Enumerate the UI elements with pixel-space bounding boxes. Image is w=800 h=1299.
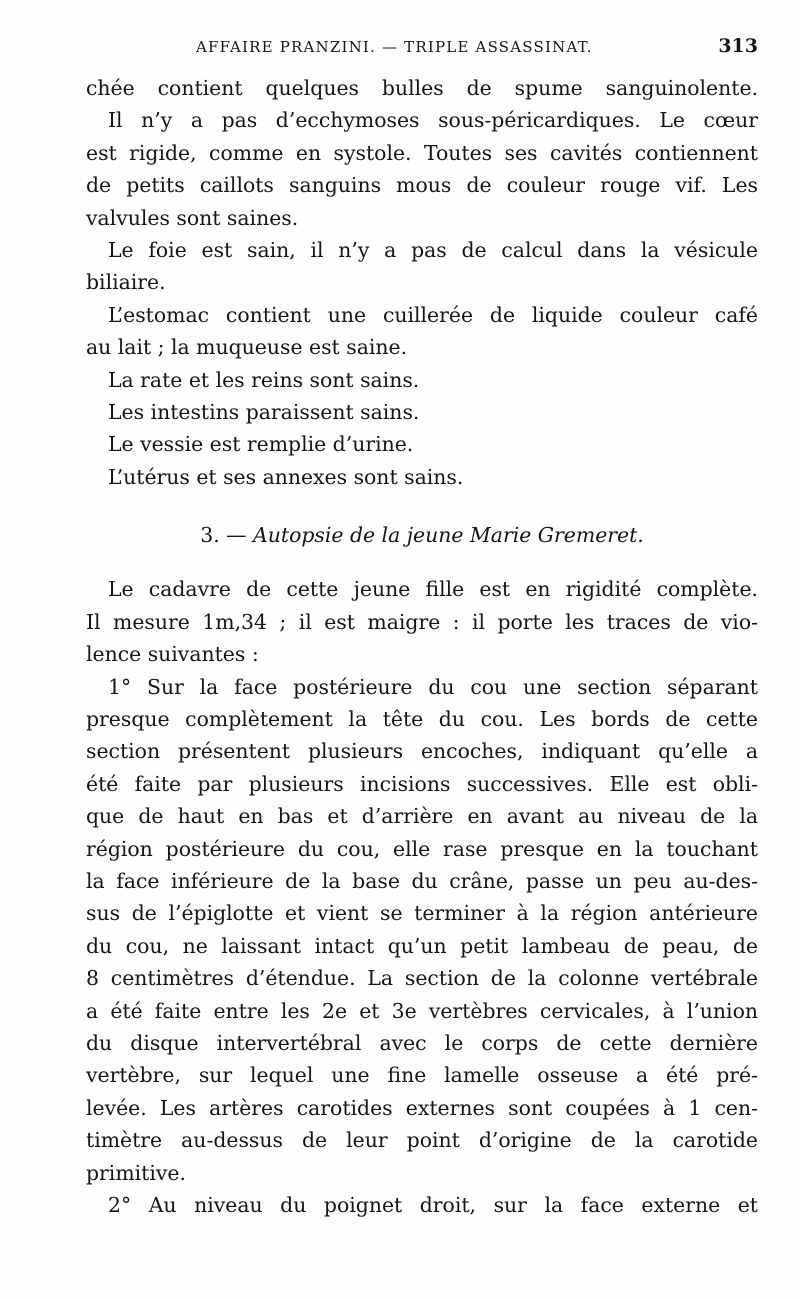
text-line: 8 centimètres d’étendue. La section de la colonne vertébrale (86, 966, 758, 991)
text-line: été faite par plusieurs incisions successives. Elle est obli- (86, 771, 758, 796)
text-line: chée contient quelques bulles de spume sanguinolente. (86, 76, 758, 100)
text-line: au lait ; la muqueuse est saine. (86, 335, 408, 360)
text-line: Les intestins paraissent sains. (108, 399, 420, 424)
text-line: du disque intervertébral avec le corps de cette dernière (86, 1030, 758, 1055)
running-head: AFFAIRE PRANZINI. — TRIPLE ASSASSINAT. (196, 38, 593, 56)
text-line: Il n’y a pas d’ecchymoses sous-péricardiques. Le cœur (108, 108, 758, 133)
text-line: primitive. (86, 1160, 186, 1185)
text-line: biliaire. (86, 270, 166, 295)
text-line: valvules sont saines. (86, 205, 299, 230)
text-line: Le foie est sain, il n’y a pas de calcul dans la vésicule (108, 237, 758, 262)
page-body (86, 72, 758, 1221)
text-line: région postérieure du cou, elle rase presque en la touchant (86, 836, 758, 861)
text-line: lence suivantes : (86, 642, 259, 667)
text-line: section présentent plusieurs encoches, indiquant qu’elle a (86, 739, 758, 764)
text-line: du cou, ne laissant intact qu’un petit lambeau de peau, de (86, 933, 758, 958)
text-line: 1° Sur la face postérieure du cou une section séparant (108, 674, 758, 699)
section-number: 3. — (200, 523, 247, 548)
text-line: sus de l’épiglotte et vient se terminer à la région antérieure (86, 901, 758, 926)
text-line: L’utérus et ses annexes sont sains. (108, 464, 464, 489)
section-title: Autopsie de la jeune Marie Gremeret. (253, 523, 644, 548)
text-line: levée. Les artères carotides externes sont coupées à 1 cen- (86, 1095, 758, 1120)
text-line: de petits caillots sanguins mous de couleur rouge vif. Les (86, 173, 758, 198)
text-line: Il mesure 1m,34 ; il est maigre : il porte les traces de vio- (86, 609, 758, 634)
text-line: presque complètement la tête du cou. Les bords de cette (86, 707, 758, 732)
text-line: L’estomac contient une cuillerée de liquide couleur café (108, 302, 758, 327)
text-line: timètre au-dessus de leur point d’origine de la carotide (86, 1128, 758, 1153)
text-line: vertèbre, sur lequel une fine lamelle osseuse a été pré- (86, 1063, 758, 1088)
text-line: que de haut en bas et d’arrière en avant au niveau de la (86, 804, 758, 829)
page-number: 313 (718, 35, 758, 57)
text-line: la face inférieure de la base du crâne, passe un peu au-des- (86, 868, 758, 893)
text-line: La rate et les reins sont sains. (108, 367, 420, 392)
section-heading (86, 519, 758, 551)
text-line: 2° Au niveau du poignet droit, sur la face externe et (108, 1192, 758, 1217)
text-line: a été faite entre les 2e et 3e vertèbres cervicales, à l’union (86, 998, 758, 1023)
page-header (86, 36, 758, 66)
text-line: Le cadavre de cette jeune fille est en rigidité complète. (108, 577, 758, 602)
text-line: est rigide, comme en systole. Toutes ses cavités contiennent (86, 140, 758, 165)
text-line: Le vessie est remplie d’urine. (108, 432, 414, 457)
